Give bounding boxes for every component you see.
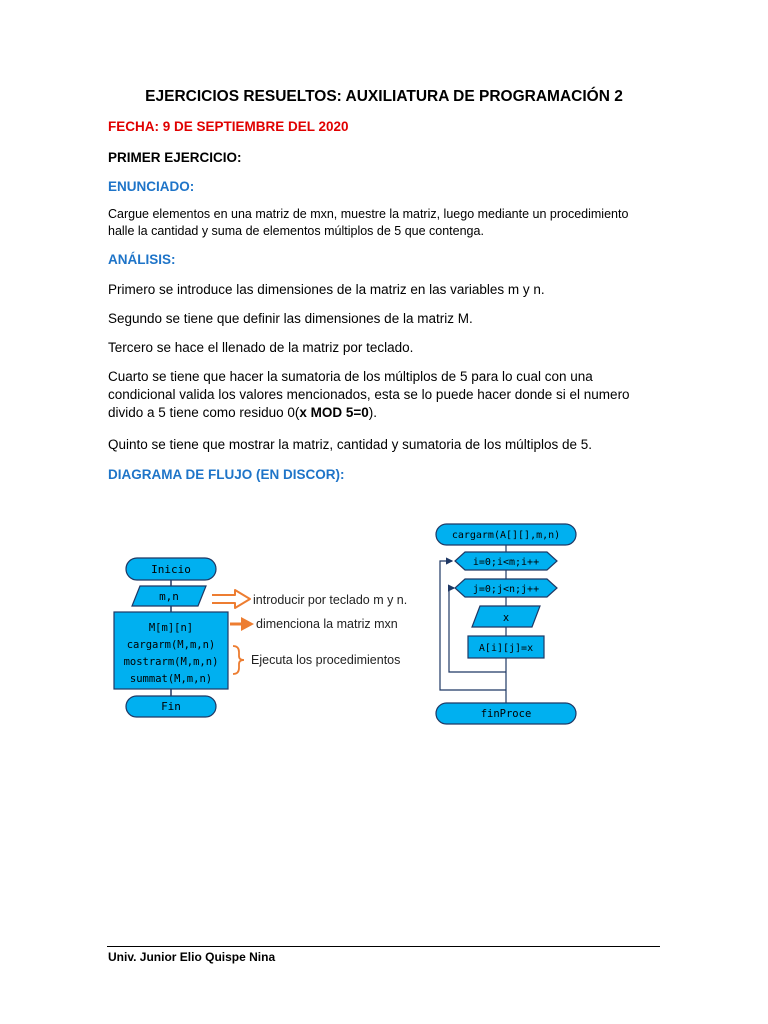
dim-note: dimenciona la matriz mxn (256, 617, 398, 631)
process-line-4: summat(M,m,n) (129, 673, 213, 685)
analysis-p4-line-3-start: divido a 5 tiene como residuo 0( (108, 405, 300, 420)
assign-label: A[i][j]=x (478, 643, 534, 654)
date-line: FECHA: 9 DE SEPTIEMBRE DEL 2020 (108, 119, 349, 134)
annotations (212, 590, 407, 674)
loop-i-label: i=0;i<m;i++ (472, 557, 540, 568)
procedure-flowchart (436, 524, 576, 724)
input-note-arrow (212, 590, 250, 608)
mod-expression: x MOD 5=0 (299, 405, 369, 420)
process-line-2: cargarm(M,m,n) (126, 639, 216, 651)
statement-line-1: Cargue elementos en una matriz de mxn, muestre la matriz, luego mediante un procedimiento (108, 207, 629, 221)
analysis-paragraph-2: Segundo se tiene que definir las dimensiones de la matriz M. (108, 311, 473, 326)
analysis-p4-line-1: Cuarto se tiene que hacer la sumatoria de los múltiplos de 5 para lo cual con una (108, 369, 593, 384)
start-label: Inicio (151, 563, 191, 576)
analysis-paragraph-3: Tercero se hace el llenado de la matriz por teclado. (108, 340, 414, 355)
proc-note-brace (233, 646, 244, 674)
loop-j-label: j=0;j<n;j++ (472, 584, 540, 595)
input-label: m,n (159, 590, 179, 603)
proc-header-label: cargarm(A[][],m,n) (451, 530, 561, 541)
exercise-heading: PRIMER EJERCICIO: (108, 150, 242, 165)
process-line-1: M[m][n] (148, 622, 194, 634)
proc-end-label: finProce (480, 708, 532, 720)
analysis-paragraph-5: Quinto se tiene que mostrar la matriz, cantidad y sumatoria de los múltiplos de 5. (108, 437, 592, 452)
input-note: introducir por teclado m y n. (253, 593, 408, 607)
analysis-p4-line-2: condicional valida los valores mencionados, esta se lo puede hacer donde si el numero (108, 387, 630, 402)
dim-note-arrowhead (241, 617, 254, 631)
analysis-p4-line-3-end: ). (368, 405, 378, 420)
process-line-3: mostrarm(M,m,n) (123, 656, 219, 668)
document-title: EJERCICIOS RESUELTOS: AUXILIATURA DE PROGRAMACIÓN 2 (145, 88, 623, 105)
analysis-paragraph-1: Primero se introduce las dimensiones de la matriz en las variables m y n. (108, 282, 545, 297)
footer-divider (107, 946, 660, 947)
proc-input-label: x (502, 612, 510, 624)
analysis-heading: ANÁLISIS: (108, 252, 176, 267)
statement-heading: ENUNCIADO: (108, 179, 195, 194)
footer-author: Univ. Junior Elio Quispe Nina (108, 950, 276, 964)
flow-heading: DIAGRAMA DE FLUJO (EN DISCOR): (108, 467, 345, 482)
main-flowchart (114, 558, 228, 717)
proc-note: Ejecuta los procedimientos (251, 653, 401, 667)
end-label: Fin (161, 700, 181, 713)
statement-line-2: halle la cantidad y suma de elementos múltiplos de 5 que contenga. (108, 224, 484, 238)
inner-loop-return (449, 588, 506, 672)
